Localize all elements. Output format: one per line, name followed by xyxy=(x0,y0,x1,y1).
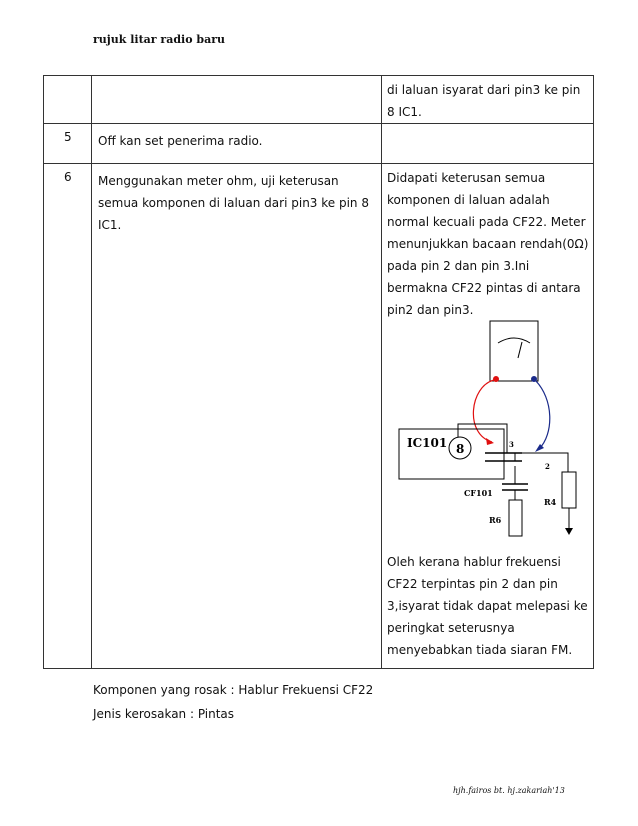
pin3-label: 3 xyxy=(509,440,514,449)
table-cell xyxy=(44,164,92,669)
table-row xyxy=(44,76,594,124)
red-probe-arrow xyxy=(486,438,494,445)
conclusion-text: Oleh kerana hablur frekuensi CF22 terpintas pin 2 dan pin 3,isyarat tidak dapat melepasi ke peringkat seterusnya menyebabkan tiada siaran FM. xyxy=(387,555,588,657)
table-cell xyxy=(382,124,594,164)
table-cell xyxy=(382,76,594,124)
pin2-wire xyxy=(515,453,568,472)
table-cell xyxy=(92,164,382,669)
ground-arrow-icon xyxy=(565,528,573,535)
r6-resistor xyxy=(509,500,522,536)
result-text xyxy=(382,124,593,127)
ohm-meter xyxy=(490,321,538,381)
step-text: Menggunakan meter ohm, uji keterusan semua komponen di laluan dari pin3 ke pin 8 IC1. xyxy=(98,174,369,232)
fault-type-line: Jenis kerosakan : Pintas xyxy=(93,707,235,721)
circuit-diagram xyxy=(382,314,594,539)
step-number: 5 xyxy=(64,130,72,144)
result-text: di laluan isyarat dari pin3 ke pin 8 IC1. xyxy=(387,83,581,119)
step-text: Off kan set penerima radio. xyxy=(98,134,263,148)
table-cell xyxy=(44,76,92,124)
table-cell xyxy=(44,124,92,164)
step-number: 6 xyxy=(64,170,72,184)
table-cell xyxy=(92,76,382,124)
r6-label: R6 xyxy=(489,515,502,525)
pin2-label: 2 xyxy=(545,462,550,471)
procedure-table xyxy=(43,75,594,669)
blue-probe-wire xyxy=(535,380,550,449)
pin8-label: 8 xyxy=(456,442,465,456)
r4-label: R4 xyxy=(544,497,557,507)
cf101-label: CF101 xyxy=(464,488,493,498)
page-header-title: rujuk litar radio baru xyxy=(93,33,225,46)
author-signature: hjh.fairos bt. hj.zakariah'13 xyxy=(453,786,565,795)
faulty-component-line: Komponen yang rosak : Hablur Frekuensi CF22 xyxy=(93,683,374,697)
table-cell xyxy=(382,164,594,669)
table-cell xyxy=(92,124,382,164)
result-text: Didapati keterusan semua komponen di laluan adalah normal kecuali pada CF22. Meter menunjukkan bacaan rendah(0Ω) pada pin 2 dan pin 3.Ini bermakna CF22 pintas di antara pin2 dan pin3. xyxy=(387,171,589,317)
red-probe-dot xyxy=(493,376,499,382)
r4-resistor xyxy=(562,472,576,508)
ic101-label: IC101 xyxy=(407,436,448,450)
table-row xyxy=(44,124,594,164)
meter-needle xyxy=(518,342,522,358)
table-row xyxy=(44,164,594,669)
meter-dial xyxy=(498,338,530,343)
red-probe-wire xyxy=(473,380,494,442)
